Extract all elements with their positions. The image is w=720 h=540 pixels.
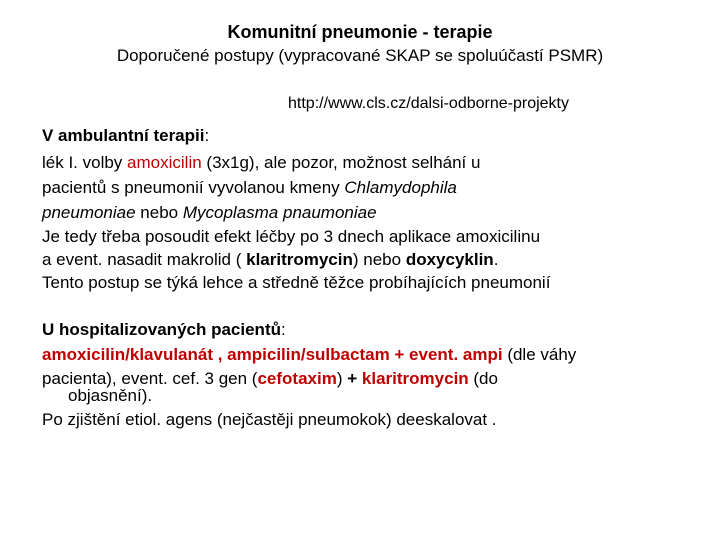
drug-doxycyklin: doxycyklin [405,250,494,269]
text-span: nebo [135,203,183,222]
text-span: (dle váhy [502,345,577,364]
text-span: ) nebo [352,250,406,269]
text-span: ) [336,369,348,388]
hospital-line-3: objasnění). [68,386,153,405]
plus-sign: + [347,369,358,388]
ambulant-heading-colon: : [204,126,210,145]
text-span: a event. nasadit makrolid ( [42,250,247,269]
drug-klaritromycin: klaritromycin [361,369,469,388]
ambulant-line-5 [42,250,498,270]
hospital-heading-line [42,320,286,340]
hospital-line-1 [42,345,576,365]
ambulant-line-6: Tento postup se týká lehce a středně těžce probíhajících pneumonií [42,273,551,292]
slide-title: Komunitní pneumonie - terapie [227,22,493,42]
ambulant-line-2 [42,178,457,198]
drug-amoxicilin: amoxicilin [127,153,202,172]
text-span: (do [468,369,498,388]
text-span: lék I. volby [42,153,128,172]
ambulant-line-1 [42,153,480,173]
source-url: http://www.cls.cz/dalsi-odborne-projekty [288,95,569,112]
ambulant-heading-line [42,126,209,146]
text-span: . [493,250,499,269]
organism-name: pneumoniae [42,203,136,222]
ambulant-line-4: Je tedy třeba posoudit efekt léčby po 3 dnech aplikace amoxicilinu [42,227,541,246]
ambulant-heading: V ambulantní terapii [42,126,205,145]
organism-name: Mycoplasma pnaumoniae [182,203,377,222]
text-span: (3x1g), ale pozor, možnost selhání u [201,153,481,172]
organism-name: Chlamydophila [344,178,457,197]
ambulant-line-3 [42,203,377,223]
hospital-heading: U hospitalizovaných pacientů [42,320,281,339]
drug-klaritromycin: klaritromycin [246,250,353,269]
slide-subtitle: Doporučené postupy (vypracované SKAP se spoluúčastí PSMR) [116,46,604,65]
text-span: pacientů s pneumonií vyvolanou kmeny [42,178,345,197]
text-span: pacienta), event. cef. 3 gen ( [42,369,258,388]
drug-cefotaxim: cefotaxim [257,369,337,388]
hospital-line-4: Po zjištění etiol. agens (nejčastěji pneumokok) deeskalovat . [42,410,497,429]
hospital-heading-colon: : [281,320,286,339]
drug-list: amoxicilin/klavulanát , ampicilin/sulbactam + event. ampi [42,345,503,364]
